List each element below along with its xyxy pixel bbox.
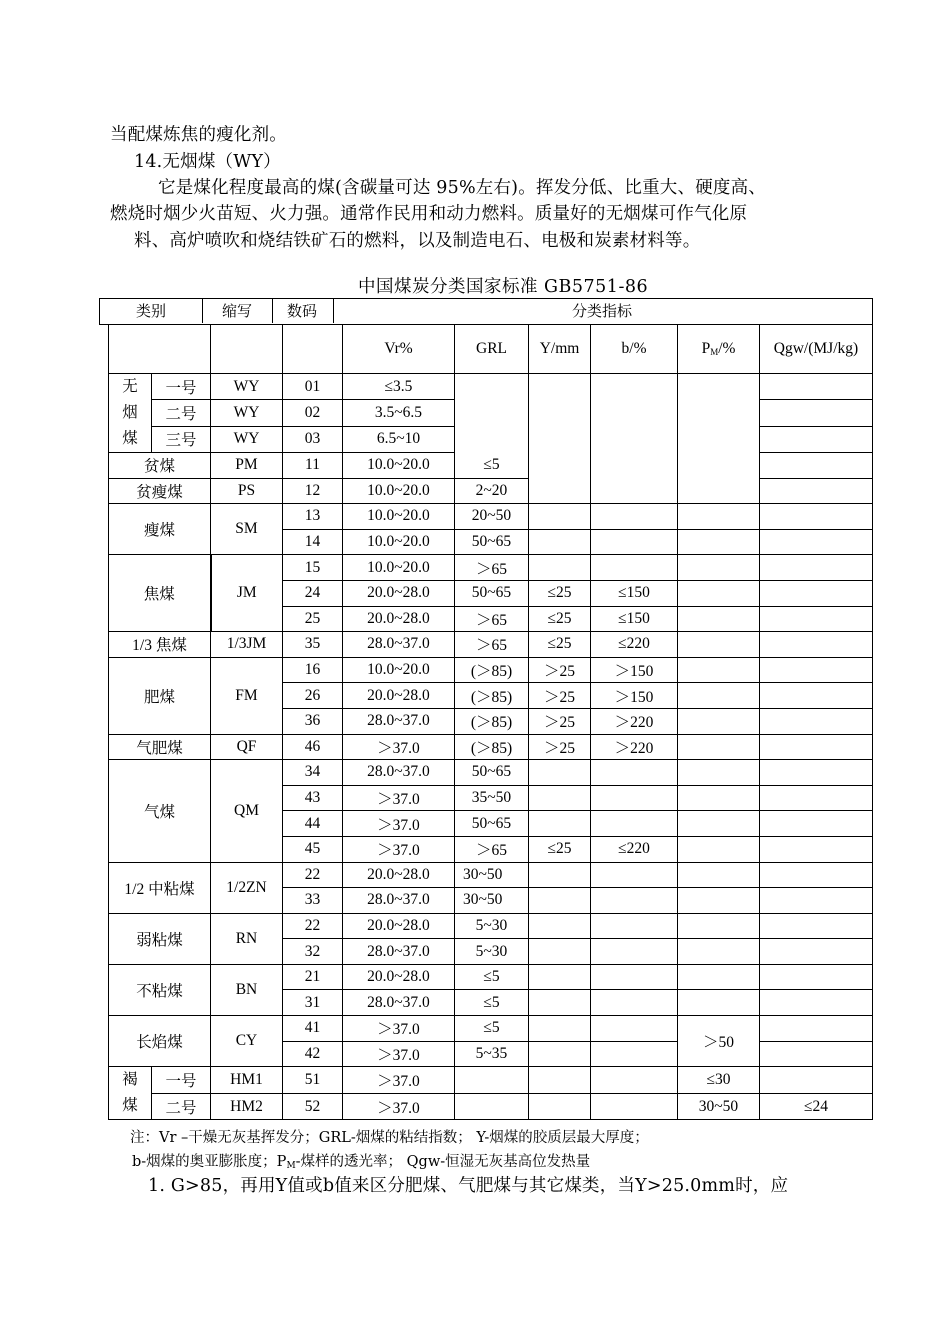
y-cell: [529, 811, 591, 837]
grl-cell: ＞65: [455, 555, 529, 581]
pm-cell: [678, 964, 760, 990]
y-cell: [529, 529, 591, 555]
grl-cell: [455, 1067, 529, 1094]
b-cell: [591, 888, 678, 914]
abbr-cell: BN: [211, 964, 283, 1015]
b-cell: [591, 1093, 678, 1120]
abbr-cell: RN: [211, 913, 283, 964]
sub-label: 二号: [152, 1093, 211, 1120]
qgw-cell: [760, 811, 873, 837]
col-y: Y/mm: [529, 325, 591, 374]
qgw-cell: [760, 374, 873, 400]
qgw-cell: [760, 836, 873, 862]
table-row: [109, 734, 873, 760]
table-note: b-烟煤的奥亚膨胀度；$P_M-$煤样的透光率； Qgw-恒湿无灰基高位发热量: [132, 1154, 591, 1171]
vr-cell: 3.5~6.5: [343, 400, 455, 426]
pm-cell: [678, 990, 760, 1016]
b-cell: [591, 1041, 678, 1067]
pm-cell: [678, 888, 760, 914]
y-cell: [529, 990, 591, 1016]
table-title: 中国煤炭分类国家标准 GB5751-86: [358, 277, 649, 297]
qgw-cell: [760, 913, 873, 939]
vr-cell: 20.0~28.0: [343, 606, 455, 632]
grl-cell: (＞85): [455, 657, 529, 683]
b-cell: [591, 811, 678, 837]
pm-cell: [678, 580, 760, 606]
column-header-row: [109, 325, 873, 374]
qgw-cell: [760, 606, 873, 632]
group-pm: 贫煤: [109, 453, 211, 479]
table-row: [109, 964, 873, 990]
abbr-cell: WY: [211, 374, 283, 400]
pm-cell: 30~50: [678, 1093, 760, 1120]
pm-cell: [678, 632, 760, 658]
grl-cell: [455, 1093, 529, 1120]
pm-cell: [678, 606, 760, 632]
code-cell: 11: [283, 453, 343, 479]
vr-cell: 28.0~37.0: [343, 990, 455, 1016]
coal-classification-table: [108, 324, 873, 1120]
cell: [283, 325, 343, 374]
qgw-cell: [760, 555, 873, 581]
y-cell: [529, 1067, 591, 1094]
table-row: [109, 504, 873, 530]
y-cell: [529, 504, 591, 530]
qgw-cell: [760, 657, 873, 683]
y-cell: [529, 374, 591, 504]
y-cell: ≤25: [529, 836, 591, 862]
y-cell: ≤25: [529, 632, 591, 658]
group-fm: 肥煤: [109, 657, 211, 734]
vr-cell: 10.0~20.0: [343, 453, 455, 479]
grl-cell: ＞65: [455, 606, 529, 632]
code-cell: 42: [283, 1041, 343, 1067]
table-header-bar: [99, 298, 873, 325]
vr-cell: 10.0~20.0: [343, 555, 455, 581]
code-cell: 34: [283, 760, 343, 786]
b-cell: ＞220: [591, 708, 678, 734]
b-cell: ≤220: [591, 632, 678, 658]
pm-cell: [678, 504, 760, 530]
y-cell: [529, 555, 591, 581]
col-vr: Vr%: [343, 325, 455, 374]
vr-cell: ＞37.0: [343, 811, 455, 837]
qgw-cell: [760, 453, 873, 479]
b-cell: ≤150: [591, 580, 678, 606]
grl-cell: 5~30: [455, 913, 529, 939]
code-cell: 24: [283, 580, 343, 606]
pm-cell: [678, 760, 760, 786]
y-cell: [529, 964, 591, 990]
table-note: 注：Vr –干燥无灰基挥发分；GRL-烟煤的粘结指数； Y-烟煤的胶质层最大厚度；: [130, 1130, 649, 1146]
pm-cell: ≤30: [678, 1067, 760, 1094]
b-cell: [591, 760, 678, 786]
qgw-cell: [760, 990, 873, 1016]
grl-cell: 30~50: [455, 862, 529, 888]
y-cell: [529, 1016, 591, 1042]
pm-cell: [678, 913, 760, 939]
code-cell: 43: [283, 785, 343, 811]
code-cell: 25: [283, 606, 343, 632]
abbr-cell: WY: [211, 426, 283, 452]
y-cell: [529, 1041, 591, 1067]
b-cell: [591, 964, 678, 990]
pm-cell: [678, 785, 760, 811]
b-cell: ＞220: [591, 734, 678, 760]
grl-cell: (＞85): [455, 708, 529, 734]
paragraph-line: 它是煤化程度最高的煤(含碳量可达 95%左右)。挥发分低、比重大、硬度高、: [158, 178, 767, 198]
abbr-cell: CY: [211, 1016, 283, 1067]
code-cell: 26: [283, 683, 343, 709]
group-wy: 无烟煤: [109, 374, 152, 453]
abbr-cell: QF: [211, 734, 283, 760]
vr-cell: 28.0~37.0: [343, 708, 455, 734]
code-cell: 03: [283, 426, 343, 452]
y-cell: ＞25: [529, 708, 591, 734]
abbr-cell: WY: [211, 400, 283, 426]
header-index: 分类指标: [571, 302, 632, 320]
qgw-cell: [760, 862, 873, 888]
b-cell: [591, 504, 678, 530]
table-row: [109, 657, 873, 683]
y-cell: ≤25: [529, 606, 591, 632]
y-cell: [529, 1093, 591, 1120]
vr-cell: 20.0~28.0: [343, 964, 455, 990]
y-cell: [529, 939, 591, 965]
abbr-cell: HM1: [211, 1067, 283, 1094]
grl-cell: ≤5: [455, 964, 529, 990]
qgw-cell: [760, 939, 873, 965]
pm-cell: [678, 683, 760, 709]
vr-cell: ＞37.0: [343, 1093, 455, 1120]
qgw-cell: [760, 785, 873, 811]
grl-cell: 50~65: [455, 760, 529, 786]
code-cell: 22: [283, 913, 343, 939]
code-cell: 15: [283, 555, 343, 581]
pm-cell: [678, 529, 760, 555]
qgw-cell: ≤24: [760, 1093, 873, 1120]
table-row: [109, 913, 873, 939]
y-cell: ＞25: [529, 683, 591, 709]
vr-cell: 28.0~37.0: [343, 632, 455, 658]
col-b: b/%: [591, 325, 678, 374]
abbr-cell: HM2: [211, 1093, 283, 1120]
vr-cell: 28.0~37.0: [343, 939, 455, 965]
code-cell: 01: [283, 374, 343, 400]
qgw-cell: [760, 708, 873, 734]
abbr-cell: PS: [211, 478, 283, 504]
vr-cell: 10.0~20.0: [343, 657, 455, 683]
paragraph-line: 1. G>85，再用Y值或b值来区分肥煤、气肥煤与其它煤类，当Y>25.0mm时，应: [148, 1176, 789, 1196]
qgw-cell: [760, 888, 873, 914]
table-row: [109, 632, 873, 658]
code-cell: 16: [283, 657, 343, 683]
grl-cell: 35~50: [455, 785, 529, 811]
qgw-cell: [760, 760, 873, 786]
b-cell: [591, 990, 678, 1016]
grl-cell: (＞85): [455, 683, 529, 709]
table-row: [109, 374, 873, 400]
vr-cell: 10.0~20.0: [343, 529, 455, 555]
qgw-cell: [760, 400, 873, 426]
code-cell: 22: [283, 862, 343, 888]
paragraph-line: 当配煤炼焦的瘦化剂。: [110, 125, 287, 145]
vr-cell: 28.0~37.0: [343, 888, 455, 914]
grl-cell: ≤5: [455, 374, 529, 479]
group-qf: 气肥煤: [109, 734, 211, 760]
y-cell: [529, 862, 591, 888]
grl-cell: 2~20: [455, 478, 529, 504]
grl-cell: ≤5: [455, 990, 529, 1016]
qgw-cell: [760, 632, 873, 658]
abbr-cell: 1/3JM: [211, 632, 283, 658]
pm-cell: [678, 374, 760, 504]
code-cell: 36: [283, 708, 343, 734]
b-cell: [591, 529, 678, 555]
group-rn: 弱粘煤: [109, 913, 211, 964]
code-cell: 02: [283, 400, 343, 426]
sub-label: 一号: [152, 374, 211, 400]
grl-cell: ＞65: [455, 632, 529, 658]
qgw-cell: [760, 426, 873, 452]
y-cell: ＞25: [529, 734, 591, 760]
code-cell: 31: [283, 990, 343, 1016]
paragraph-line: 料、高炉喷吹和烧结铁矿石的燃料，以及制造电石、电极和炭素材料等。: [134, 231, 701, 251]
grl-cell: ≤5: [455, 1016, 529, 1042]
pm-cell: [678, 811, 760, 837]
code-cell: 41: [283, 1016, 343, 1042]
y-cell: [529, 913, 591, 939]
section-heading: 14.无烟煤（WY）: [134, 152, 281, 172]
code-cell: 13: [283, 504, 343, 530]
sub-label: 一号: [152, 1067, 211, 1094]
vr-cell: 20.0~28.0: [343, 683, 455, 709]
group-zn: 1/2 中粘煤: [109, 862, 211, 913]
qgw-cell: [760, 1067, 873, 1094]
grl-cell: 5~35: [455, 1041, 529, 1067]
y-cell: ＞25: [529, 657, 591, 683]
vr-cell: 28.0~37.0: [343, 760, 455, 786]
b-cell: [591, 555, 678, 581]
code-cell: 32: [283, 939, 343, 965]
abbr-cell: JM: [211, 555, 283, 632]
vr-cell: ＞37.0: [343, 1016, 455, 1042]
y-cell: [529, 888, 591, 914]
pm-cell: [678, 862, 760, 888]
grl-cell: ＞65: [455, 836, 529, 862]
qgw-cell: [760, 529, 873, 555]
grl-cell: 50~65: [455, 811, 529, 837]
pm-cell: [678, 657, 760, 683]
y-cell: [529, 760, 591, 786]
code-cell: 44: [283, 811, 343, 837]
table-row: [109, 1016, 873, 1042]
b-cell: [591, 1067, 678, 1094]
pm-cell: [678, 939, 760, 965]
qgw-cell: [760, 683, 873, 709]
sub-label: 二号: [152, 400, 211, 426]
sub-label: 三号: [152, 426, 211, 452]
qgw-cell: [760, 580, 873, 606]
table-row: [109, 555, 873, 581]
vr-cell: 20.0~28.0: [343, 913, 455, 939]
grl-cell: 50~65: [455, 580, 529, 606]
cell: [109, 325, 211, 374]
b-cell: [591, 374, 678, 504]
b-cell: [591, 939, 678, 965]
qgw-cell: [760, 734, 873, 760]
vr-cell: 6.5~10: [343, 426, 455, 452]
group-cy: 长焰煤: [109, 1016, 211, 1067]
abbr-cell: 1/2ZN: [211, 862, 283, 913]
group-jm: 焦煤: [109, 555, 211, 632]
qgw-cell: [760, 964, 873, 990]
group-sm: 瘦煤: [109, 504, 211, 555]
b-cell: [591, 1016, 678, 1042]
grl-cell: 30~50: [455, 888, 529, 914]
col-grl: GRL: [455, 325, 529, 374]
code-cell: 21: [283, 964, 343, 990]
group-hm: 褐煤: [109, 1067, 152, 1120]
group-ps: 贫瘦煤: [109, 478, 211, 504]
grl-cell: 50~65: [455, 529, 529, 555]
abbr-cell: SM: [211, 504, 283, 555]
pm-cell: [678, 836, 760, 862]
cell: [211, 325, 283, 374]
vr-cell: ＞37.0: [343, 734, 455, 760]
code-cell: 46: [283, 734, 343, 760]
qgw-cell: [760, 1016, 873, 1042]
code-cell: 51: [283, 1067, 343, 1094]
code-cell: 12: [283, 478, 343, 504]
qgw-cell: [760, 1041, 873, 1067]
grl-cell: 5~30: [455, 939, 529, 965]
table-row: [109, 1067, 873, 1094]
y-cell: ≤25: [529, 580, 591, 606]
vr-cell: ＞37.0: [343, 1067, 455, 1094]
vr-cell: ＞37.0: [343, 836, 455, 862]
header-category: 类别: [135, 302, 166, 320]
b-cell: ＞150: [591, 657, 678, 683]
col-pm: $P_M/\%$: [678, 325, 760, 374]
code-cell: 52: [283, 1093, 343, 1120]
abbr-cell: FM: [211, 657, 283, 734]
table-row: [109, 1093, 873, 1120]
b-cell: [591, 862, 678, 888]
code-cell: 33: [283, 888, 343, 914]
vr-cell: ≤3.5: [343, 374, 455, 400]
group-jm13: 1/3 焦煤: [109, 632, 211, 658]
code-cell: 14: [283, 529, 343, 555]
table-row: [109, 862, 873, 888]
b-cell: [591, 913, 678, 939]
group-qm: 气煤: [109, 760, 211, 862]
paragraph-line: 燃烧时烟少火苗短、火力强。通常作民用和动力燃料。质量好的无烟煤可作气化原: [110, 204, 748, 224]
b-cell: ≤220: [591, 836, 678, 862]
pm-cell: [678, 734, 760, 760]
header-abbr: 缩写: [221, 302, 252, 320]
col-qgw: Qgw/(MJ/kg): [760, 325, 873, 374]
vr-cell: 10.0~20.0: [343, 478, 455, 504]
table-row: [109, 760, 873, 786]
pm-cell: ＞50: [678, 1016, 760, 1067]
grl-cell: (＞85): [455, 734, 529, 760]
abbr-cell: QM: [211, 760, 283, 862]
b-cell: ＞150: [591, 683, 678, 709]
code-cell: 35: [283, 632, 343, 658]
qgw-cell: [760, 478, 873, 504]
vr-cell: ＞37.0: [343, 785, 455, 811]
header-code: 数码: [286, 302, 317, 320]
pm-cell: [678, 555, 760, 581]
vr-cell: 20.0~28.0: [343, 580, 455, 606]
group-bn: 不粘煤: [109, 964, 211, 1015]
abbr-cell: PM: [211, 453, 283, 479]
grl-cell: 20~50: [455, 504, 529, 530]
b-cell: [591, 785, 678, 811]
code-cell: 45: [283, 836, 343, 862]
vr-cell: 20.0~28.0: [343, 862, 455, 888]
pm-cell: [678, 708, 760, 734]
vr-cell: ＞37.0: [343, 1041, 455, 1067]
qgw-cell: [760, 504, 873, 530]
y-cell: [529, 785, 591, 811]
b-cell: ≤150: [591, 606, 678, 632]
vr-cell: 10.0~20.0: [343, 504, 455, 530]
